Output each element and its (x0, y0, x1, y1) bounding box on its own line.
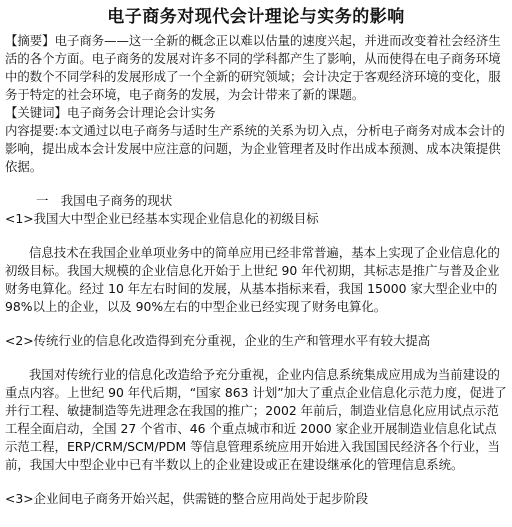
content-summary-paragraph (0, 122, 512, 176)
body-paragraph-2: 我国对传统行业的信息化改造给予充分重视，企业内信息系统集成应用成为当前建设的重点内容。上世纪 90 年代后期，“国家 863 计划”加大了重点企业信息化示范力度，促进了并行工程、敏捷制造等先进理念在我国的推广；2002 年前后，制造业信息化应用试点示范工程全面启动，全国 27 个省市、46 个重点城市和近 2000 家企业开展制造业信息化试点示范工程，ERP/CRM/SCM/PDM 等信息管理系统应用开始进入我国国民经济各个行业，当前，我国大中型企业中已有半数以上的企业建设或正在建设继承化的管理信息系统。 (5, 367, 507, 472)
abstract-label: 【摘要】 (5, 33, 55, 48)
content-summary-label: 内容提要: (5, 123, 59, 138)
keywords-label: 【关键词】 (5, 105, 67, 120)
page-title: 电子商务对现代会计理论与实务的影响 (107, 7, 405, 27)
subsection-heading-3: <3>企业间电子商务开始兴起，供需链的整合应用尚处于起步阶段 (5, 491, 369, 506)
keywords-text: 电子商务会计理论会计实务 (66, 105, 216, 120)
subsection-heading-1: <1>我国大中型企业已经基本实现企业信息化的初级目标 (5, 211, 319, 226)
spacer (0, 474, 512, 490)
spacer (0, 350, 512, 366)
content-summary-text: 本文通过以电子商务与适时生产系统的关系为切入点，分析电子商务对成本会计的影响，提出成本会计发展中应注意的问题，为企业管理者及时作出成本预测、成本决策提供依据。 (5, 123, 505, 174)
abstract-paragraph (0, 32, 512, 104)
spacer (0, 176, 512, 192)
subsection-heading-2: <2>传统行业的信息化改造得到充分重视，企业的生产和管理水平有较大提高 (5, 333, 431, 348)
spacer (0, 316, 512, 332)
abstract-text: 电子商务——这一全新的概念正以难以估量的速度兴起，并进而改变着社会经济生活的各个方面。电子商务的发展对许多不同的学科都产生了影响，从而使得在电子商务环境中的数个不同学科的发展形成了一个全新的研究领域；会计决定于客观经济环境的变化，服务于特定的社会环境，电子商务的发展，为会计带来了新的课题。 (5, 33, 501, 102)
section-heading: 一 我国电子商务的现状 (36, 193, 173, 208)
keywords-paragraph (0, 104, 512, 122)
spacer (0, 228, 512, 244)
body-paragraph-1: 信息技术在我国企业单项业务中的简单应用已经非常普遍，基本上实现了企业信息化的初级目标。我国大规模的企业信息化开始于上世纪 90 年代初期，其标志是推广与普及企业财务电算化。经过 10 年左右时间的发展，从基本指标来看，我国 15000 家大型企业中的 98%以上的企业，以及 90%左右的中型企业已经实现了财务电算化。 (5, 245, 500, 314)
